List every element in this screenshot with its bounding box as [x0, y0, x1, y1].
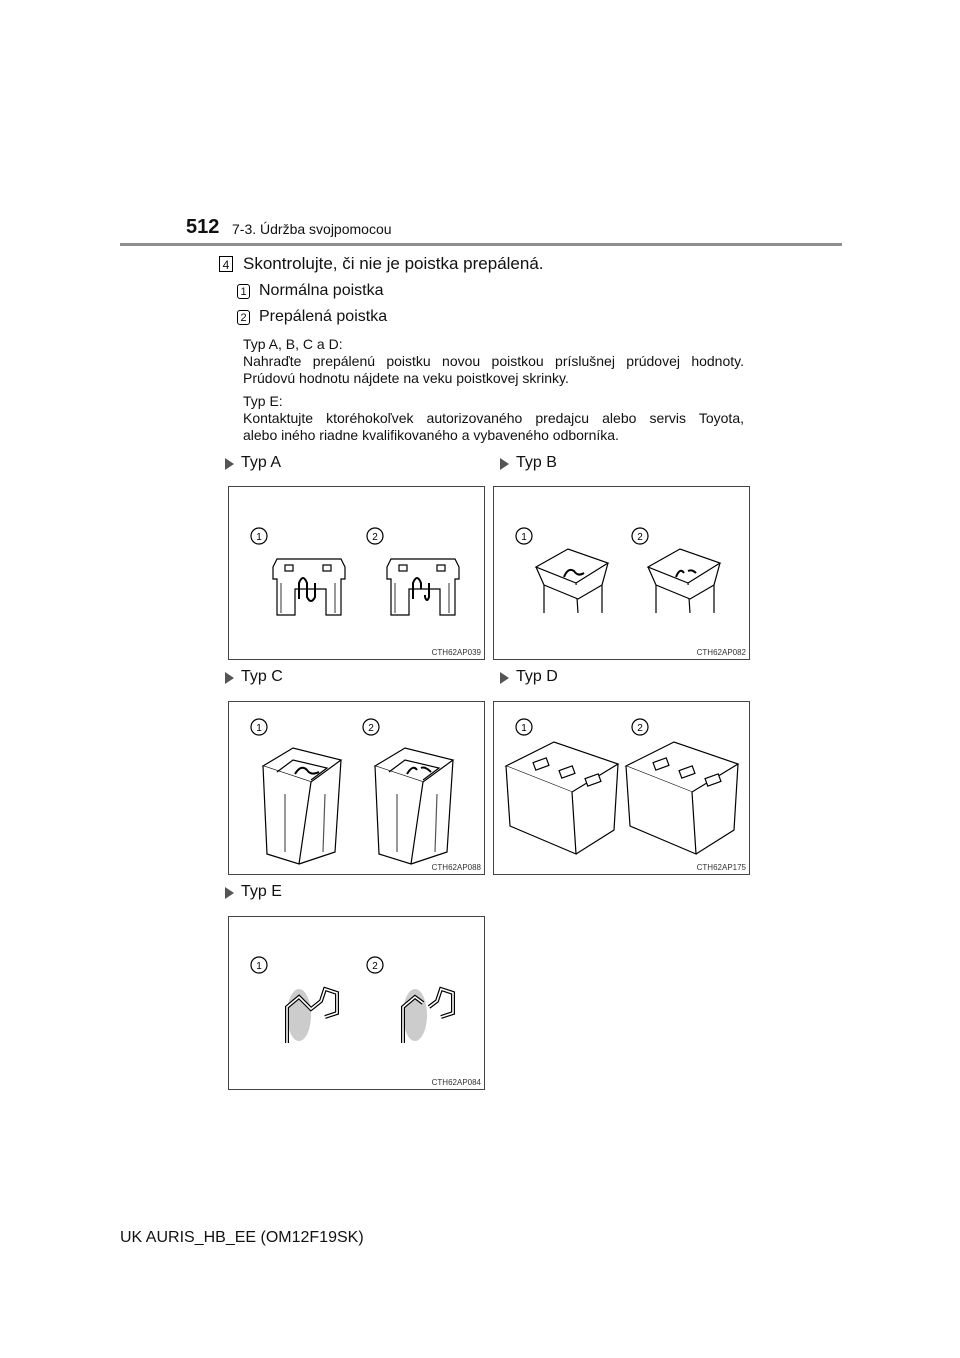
figure-code: CTH62AP039 [431, 648, 481, 657]
triangle-bullet-icon [500, 672, 509, 684]
item-text: Prepálená poistka [259, 308, 388, 325]
note-line: Prúdovú hodnotu nájdete na veku poistkovej skrinky. [243, 370, 569, 386]
figure-label: Typ B [516, 454, 557, 471]
figure-type-d [493, 701, 750, 875]
figure-label: Typ E [241, 883, 282, 900]
note-line: Typ E: [243, 393, 283, 409]
triangle-bullet-icon [500, 458, 509, 470]
figure-label: Typ C [241, 668, 283, 685]
figure-type-a [228, 486, 485, 660]
callout-2: 2 [637, 532, 643, 543]
page-number: 512 [186, 216, 220, 238]
header-divider [120, 243, 842, 246]
callout-1: 1 [521, 532, 527, 543]
section-title: 7-3. Údržba svojpomocou [232, 221, 392, 237]
blade-fuse-icon [229, 487, 486, 661]
step-text: Skontrolujte, či nie je poistka prepálená. [243, 254, 544, 273]
step-number-box: 4 [219, 256, 233, 272]
figure-label: Typ D [516, 668, 558, 685]
note-line: Nahraďte prepálenú poistku novou poistkou príslušnej prúdovej hodnoty. [243, 353, 744, 369]
note-paragraph [243, 393, 744, 444]
figure-code: CTH62AP084 [431, 1078, 481, 1087]
note-line: Kontaktujte ktoréhokoľvek autorizovaného predajcu alebo servis Toyota, [243, 410, 744, 426]
callout-2: 2 [372, 961, 378, 972]
figure-code: CTH62AP088 [431, 863, 481, 872]
note-line: alebo iného riadne kvalifikovaného a vybaveného odborníka. [243, 427, 619, 443]
callout-1: 1 [521, 723, 527, 734]
note-line: Typ A, B, C a D: [243, 336, 343, 352]
triangle-bullet-icon [225, 887, 234, 899]
figure-label: Typ A [241, 454, 282, 471]
item-number-box: 1 [237, 284, 250, 299]
note-paragraph [243, 336, 744, 387]
figure-type-c [228, 701, 485, 875]
triangle-bullet-icon [225, 458, 234, 470]
box-fuse-icon [494, 702, 751, 876]
figure-code: CTH62AP082 [696, 648, 746, 657]
callout-2: 2 [368, 723, 374, 734]
footer-model-code: UK AURIS_HB_EE (OM12F19SK) [120, 1229, 364, 1246]
fusible-link-icon [229, 917, 486, 1091]
callout-2: 2 [637, 723, 643, 734]
item-number-box: 2 [237, 310, 250, 325]
triangle-bullet-icon [225, 672, 234, 684]
tall-cartridge-fuse-icon [229, 702, 486, 876]
callout-1: 1 [256, 723, 262, 734]
cartridge-fuse-icon [494, 487, 751, 661]
callout-1: 1 [256, 961, 262, 972]
callout-1: 1 [256, 532, 262, 543]
figure-type-b [493, 486, 750, 660]
item-text: Normálna poistka [259, 282, 384, 299]
figure-type-e [228, 916, 485, 1090]
callout-2: 2 [372, 532, 378, 543]
figure-code: CTH62AP175 [696, 863, 746, 872]
